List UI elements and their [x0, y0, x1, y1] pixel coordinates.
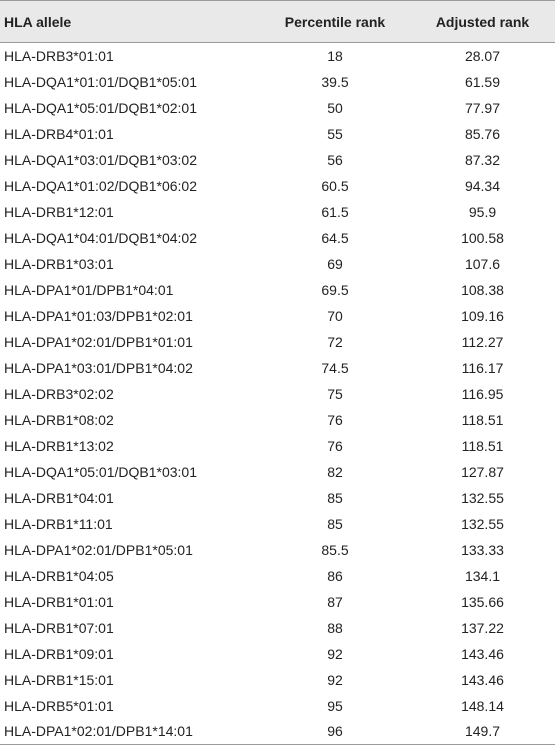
percentile-rank-cell: 64.5	[321, 229, 349, 246]
hla-allele-cell: HLA-DRB4*01:01	[4, 125, 114, 142]
hla-allele-cell: HLA-DPA1*02:01/DPB1*01:01	[4, 333, 193, 350]
hla-allele-cell: HLA-DRB3*02:02	[4, 385, 114, 402]
percentile-rank-cell: 69	[327, 255, 343, 272]
table-row	[0, 251, 555, 277]
adjusted-rank-cell: 127.87	[461, 463, 504, 480]
table-row	[0, 537, 555, 563]
header-row	[0, 1, 555, 43]
table-row	[0, 225, 555, 251]
adjusted-rank-cell: 28.07	[464, 47, 501, 64]
table-header	[0, 1, 555, 43]
hla-allele-cell: HLA-DRB1*07:01	[4, 619, 114, 636]
adjusted-rank-cell: 149.7	[464, 723, 501, 740]
hla-allele-cell: HLA-DRB1*11:01	[4, 515, 113, 532]
hla-allele-cell: HLA-DRB5*01:01	[4, 697, 114, 714]
table-row	[0, 355, 555, 381]
table-row	[0, 95, 555, 121]
adjusted-rank-cell: 109.16	[461, 307, 504, 324]
table-row	[0, 329, 555, 355]
adjusted-rank-cell: 143.46	[461, 645, 504, 662]
adjusted-rank-cell: 118.51	[461, 411, 504, 428]
adjusted-rank-cell: 116.95	[461, 385, 504, 402]
percentile-rank-cell: 75	[327, 385, 343, 402]
table-row	[0, 277, 555, 303]
adjusted-rank-cell: 135.66	[461, 593, 504, 610]
table-body	[0, 43, 555, 745]
percentile-rank-cell: 95	[327, 697, 343, 714]
percentile-rank-cell: 61.5	[321, 203, 349, 220]
percentile-rank-cell: 56	[327, 151, 343, 168]
header-adjusted-rank: Adjusted rank	[435, 13, 530, 30]
adjusted-rank-cell: 85.76	[464, 125, 501, 142]
table-row	[0, 641, 555, 667]
adjusted-rank-cell: 133.33	[461, 541, 504, 558]
hla-allele-cell: HLA-DRB1*08:02	[4, 411, 114, 428]
adjusted-rank-cell: 118.51	[461, 437, 504, 454]
percentile-rank-cell: 74.5	[321, 359, 349, 376]
percentile-rank-cell: 96	[327, 723, 343, 740]
table-row	[0, 563, 555, 589]
hla-allele-cell: HLA-DRB1*04:01	[4, 489, 114, 506]
hla-allele-cell: HLA-DRB1*15:01	[4, 671, 114, 688]
percentile-rank-cell: 60.5	[321, 177, 349, 194]
table-row	[0, 667, 555, 693]
hla-allele-cell: HLA-DPA1*02:01/DPB1*14:01	[4, 723, 193, 740]
table-row	[0, 511, 555, 537]
hla-allele-cell: HLA-DRB1*03:01	[4, 255, 114, 272]
hla-allele-cell: HLA-DPA1*02:01/DPB1*05:01	[4, 541, 193, 558]
percentile-rank-cell: 85.5	[321, 541, 349, 558]
percentile-rank-cell: 76	[327, 411, 343, 428]
percentile-rank-cell: 85	[327, 489, 343, 506]
adjusted-rank-cell: 112.27	[461, 333, 504, 350]
hla-allele-cell: HLA-DQA1*05:01/DQB1*03:01	[4, 463, 197, 480]
percentile-rank-cell: 88	[327, 619, 343, 636]
percentile-rank-cell: 70	[327, 307, 343, 324]
hla-allele-cell: HLA-DQA1*04:01/DQB1*04:02	[4, 229, 197, 246]
hla-allele-cell: HLA-DQA1*03:01/DQB1*03:02	[4, 151, 197, 168]
table-row	[0, 459, 555, 485]
percentile-rank-cell: 86	[327, 567, 343, 584]
header-percentile-rank: Percentile rank	[284, 13, 386, 30]
adjusted-rank-cell: 132.55	[461, 489, 504, 506]
adjusted-rank-cell: 94.34	[464, 177, 501, 194]
adjusted-rank-cell: 137.22	[461, 619, 504, 636]
hla-allele-cell: HLA-DRB1*01:01	[4, 593, 114, 610]
adjusted-rank-cell: 100.58	[461, 229, 504, 246]
table-row	[0, 433, 555, 459]
adjusted-rank-cell: 132.55	[461, 515, 504, 532]
percentile-rank-cell: 69.5	[321, 281, 349, 298]
percentile-rank-cell: 72	[327, 333, 343, 350]
table-row	[0, 147, 555, 173]
table-row	[0, 121, 555, 147]
hla-allele-cell: HLA-DRB1*13:02	[4, 437, 114, 454]
table-row	[0, 173, 555, 199]
percentile-rank-cell: 85	[327, 515, 343, 532]
table-row	[0, 615, 555, 641]
percentile-rank-cell: 82	[327, 463, 343, 480]
adjusted-rank-cell: 107.6	[464, 255, 501, 272]
table-row	[0, 43, 555, 69]
adjusted-rank-cell: 77.97	[464, 99, 501, 116]
table-row	[0, 199, 555, 225]
table-row	[0, 381, 555, 407]
hla-allele-cell: HLA-DRB3*01:01	[4, 47, 114, 64]
table-row	[0, 407, 555, 433]
hla-allele-cell: HLA-DRB1*12:01	[4, 203, 114, 220]
table-row	[0, 719, 555, 745]
adjusted-rank-cell: 61.59	[464, 73, 501, 90]
adjusted-rank-cell: 116.17	[461, 359, 504, 376]
table-row	[0, 69, 555, 95]
hla-allele-cell: HLA-DPA1*01/DPB1*04:01	[4, 281, 174, 298]
adjusted-rank-cell: 134.1	[464, 567, 501, 584]
adjusted-rank-cell: 143.46	[461, 671, 504, 688]
header-hla-allele: HLA allele	[4, 13, 72, 30]
percentile-rank-cell: 87	[327, 593, 343, 610]
percentile-rank-cell: 76	[327, 437, 343, 454]
hla-allele-cell: HLA-DPA1*01:03/DPB1*02:01	[4, 307, 193, 324]
hla-allele-cell: HLA-DQA1*01:01/DQB1*05:01	[4, 73, 197, 90]
hla-allele-cell: HLA-DPA1*03:01/DPB1*04:02	[4, 359, 193, 376]
table-row	[0, 589, 555, 615]
hla-allele-cell: HLA-DRB1*09:01	[4, 645, 114, 662]
percentile-rank-cell: 92	[327, 645, 343, 662]
percentile-rank-cell: 39.5	[321, 73, 349, 90]
adjusted-rank-cell: 148.14	[461, 697, 504, 714]
adjusted-rank-cell: 108.38	[461, 281, 504, 298]
percentile-rank-cell: 50	[327, 99, 343, 116]
percentile-rank-cell: 18	[327, 47, 343, 64]
hla-allele-cell: HLA-DQA1*01:02/DQB1*06:02	[4, 177, 197, 194]
hla-allele-cell: HLA-DRB1*04:05	[4, 567, 114, 584]
adjusted-rank-cell: 95.9	[468, 203, 497, 220]
percentile-rank-cell: 55	[327, 125, 343, 142]
table-row	[0, 303, 555, 329]
table-row	[0, 485, 555, 511]
percentile-rank-cell: 92	[327, 671, 343, 688]
adjusted-rank-cell: 87.32	[464, 151, 501, 168]
hla-allele-cell: HLA-DQA1*05:01/DQB1*02:01	[4, 99, 197, 116]
